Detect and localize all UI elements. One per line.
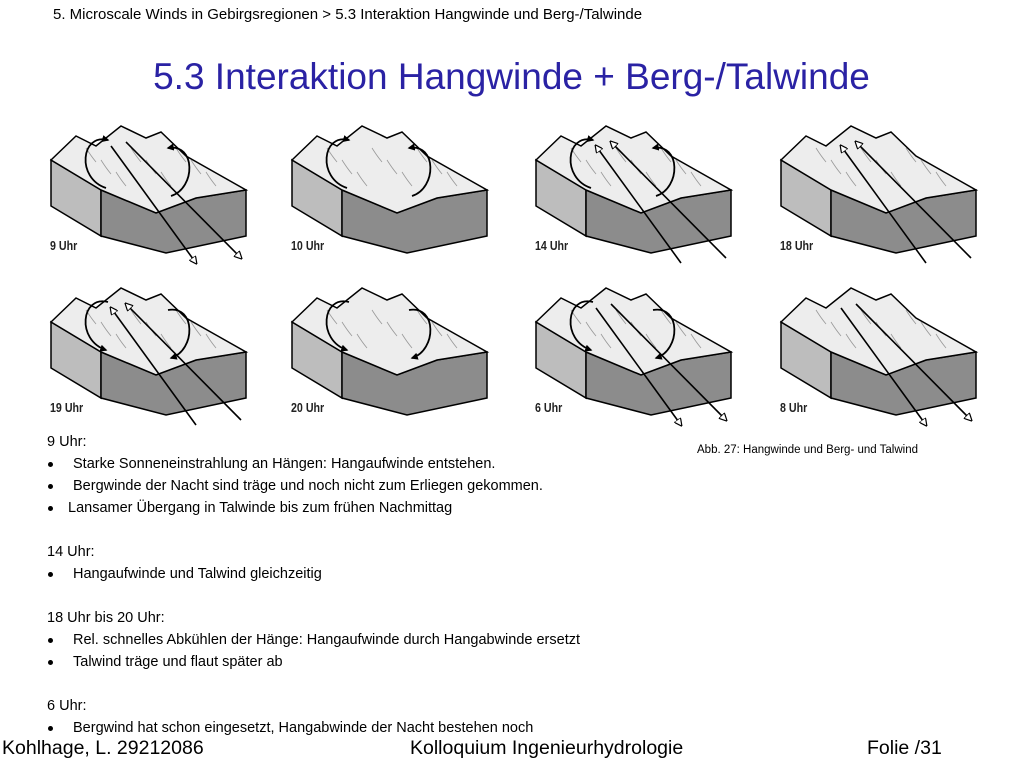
panel-time-label: 14 Uhr xyxy=(535,238,569,253)
panel-9-uhr xyxy=(46,118,256,268)
section-heading: 6 Uhr: xyxy=(47,698,87,714)
panel-19-uhr xyxy=(46,280,256,430)
section-6-uhr xyxy=(47,695,580,739)
panel-18-uhr xyxy=(776,118,986,268)
panel-14-uhr xyxy=(531,118,741,268)
panel-time-label: 19 Uhr xyxy=(50,400,84,415)
footer-author: Kohlhage, L. 29212086 xyxy=(2,737,204,759)
wind-diagram-figure xyxy=(46,118,986,434)
terrain-block-diagram xyxy=(531,280,741,430)
breadcrumb: 5. Microscale Winds in Gebirgsregionen > 5.3 Interaktion Hangwinde und Berg-/Talwinde xyxy=(53,6,643,23)
section-14-uhr xyxy=(47,541,580,585)
bullet-item: Rel. schnelles Abkühlen der Hänge: Hangaufwinde durch Hangabwinde ersetzt xyxy=(47,629,580,651)
panel-time-label: 10 Uhr xyxy=(291,238,325,253)
bullet-item: Hangaufwinde und Talwind gleichzeitig xyxy=(47,563,580,585)
explanation-text xyxy=(47,431,580,739)
bullet-item: Talwind träge und flaut später ab xyxy=(47,651,580,673)
page-title: 5.3 Interaktion Hangwinde + Berg-/Talwinde xyxy=(153,56,870,97)
section-heading: 9 Uhr: xyxy=(47,434,87,450)
bullet-item: Starke Sonneneinstrahlung an Hängen: Hangaufwinde entstehen. xyxy=(47,453,580,475)
bullet-item: Lansamer Übergang in Talwinde bis zum frühen Nachmittag xyxy=(47,497,580,519)
terrain-block-diagram xyxy=(46,118,256,268)
section-heading: 14 Uhr: xyxy=(47,544,95,560)
section-18-20-uhr xyxy=(47,607,580,673)
footer-course: Kolloquium Ingenieurhydrologie xyxy=(410,737,684,759)
footer-slide-number: Folie /31 xyxy=(867,737,942,759)
section-9-uhr xyxy=(47,431,580,519)
figure-caption: Abb. 27: Hangwinde und Berg- und Talwind xyxy=(697,444,918,456)
section-heading: 18 Uhr bis 20 Uhr: xyxy=(47,610,165,626)
terrain-block-diagram xyxy=(776,280,986,430)
panel-8-uhr xyxy=(776,280,986,430)
bullet-item: Bergwind hat schon eingesetzt, Hangabwinde der Nacht bestehen noch xyxy=(47,717,580,739)
panel-time-label: 20 Uhr xyxy=(291,400,325,415)
panel-time-label: 6 Uhr xyxy=(535,400,563,415)
panel-20-uhr xyxy=(287,280,497,430)
panel-time-label: 18 Uhr xyxy=(780,238,814,253)
panel-time-label: 9 Uhr xyxy=(50,238,78,253)
panel-10-uhr xyxy=(287,118,497,268)
panel-time-label: 8 Uhr xyxy=(780,400,808,415)
panel-6-uhr xyxy=(531,280,741,430)
bullet-item: Bergwinde der Nacht sind träge und noch nicht zum Erliegen gekommen. xyxy=(47,475,580,497)
